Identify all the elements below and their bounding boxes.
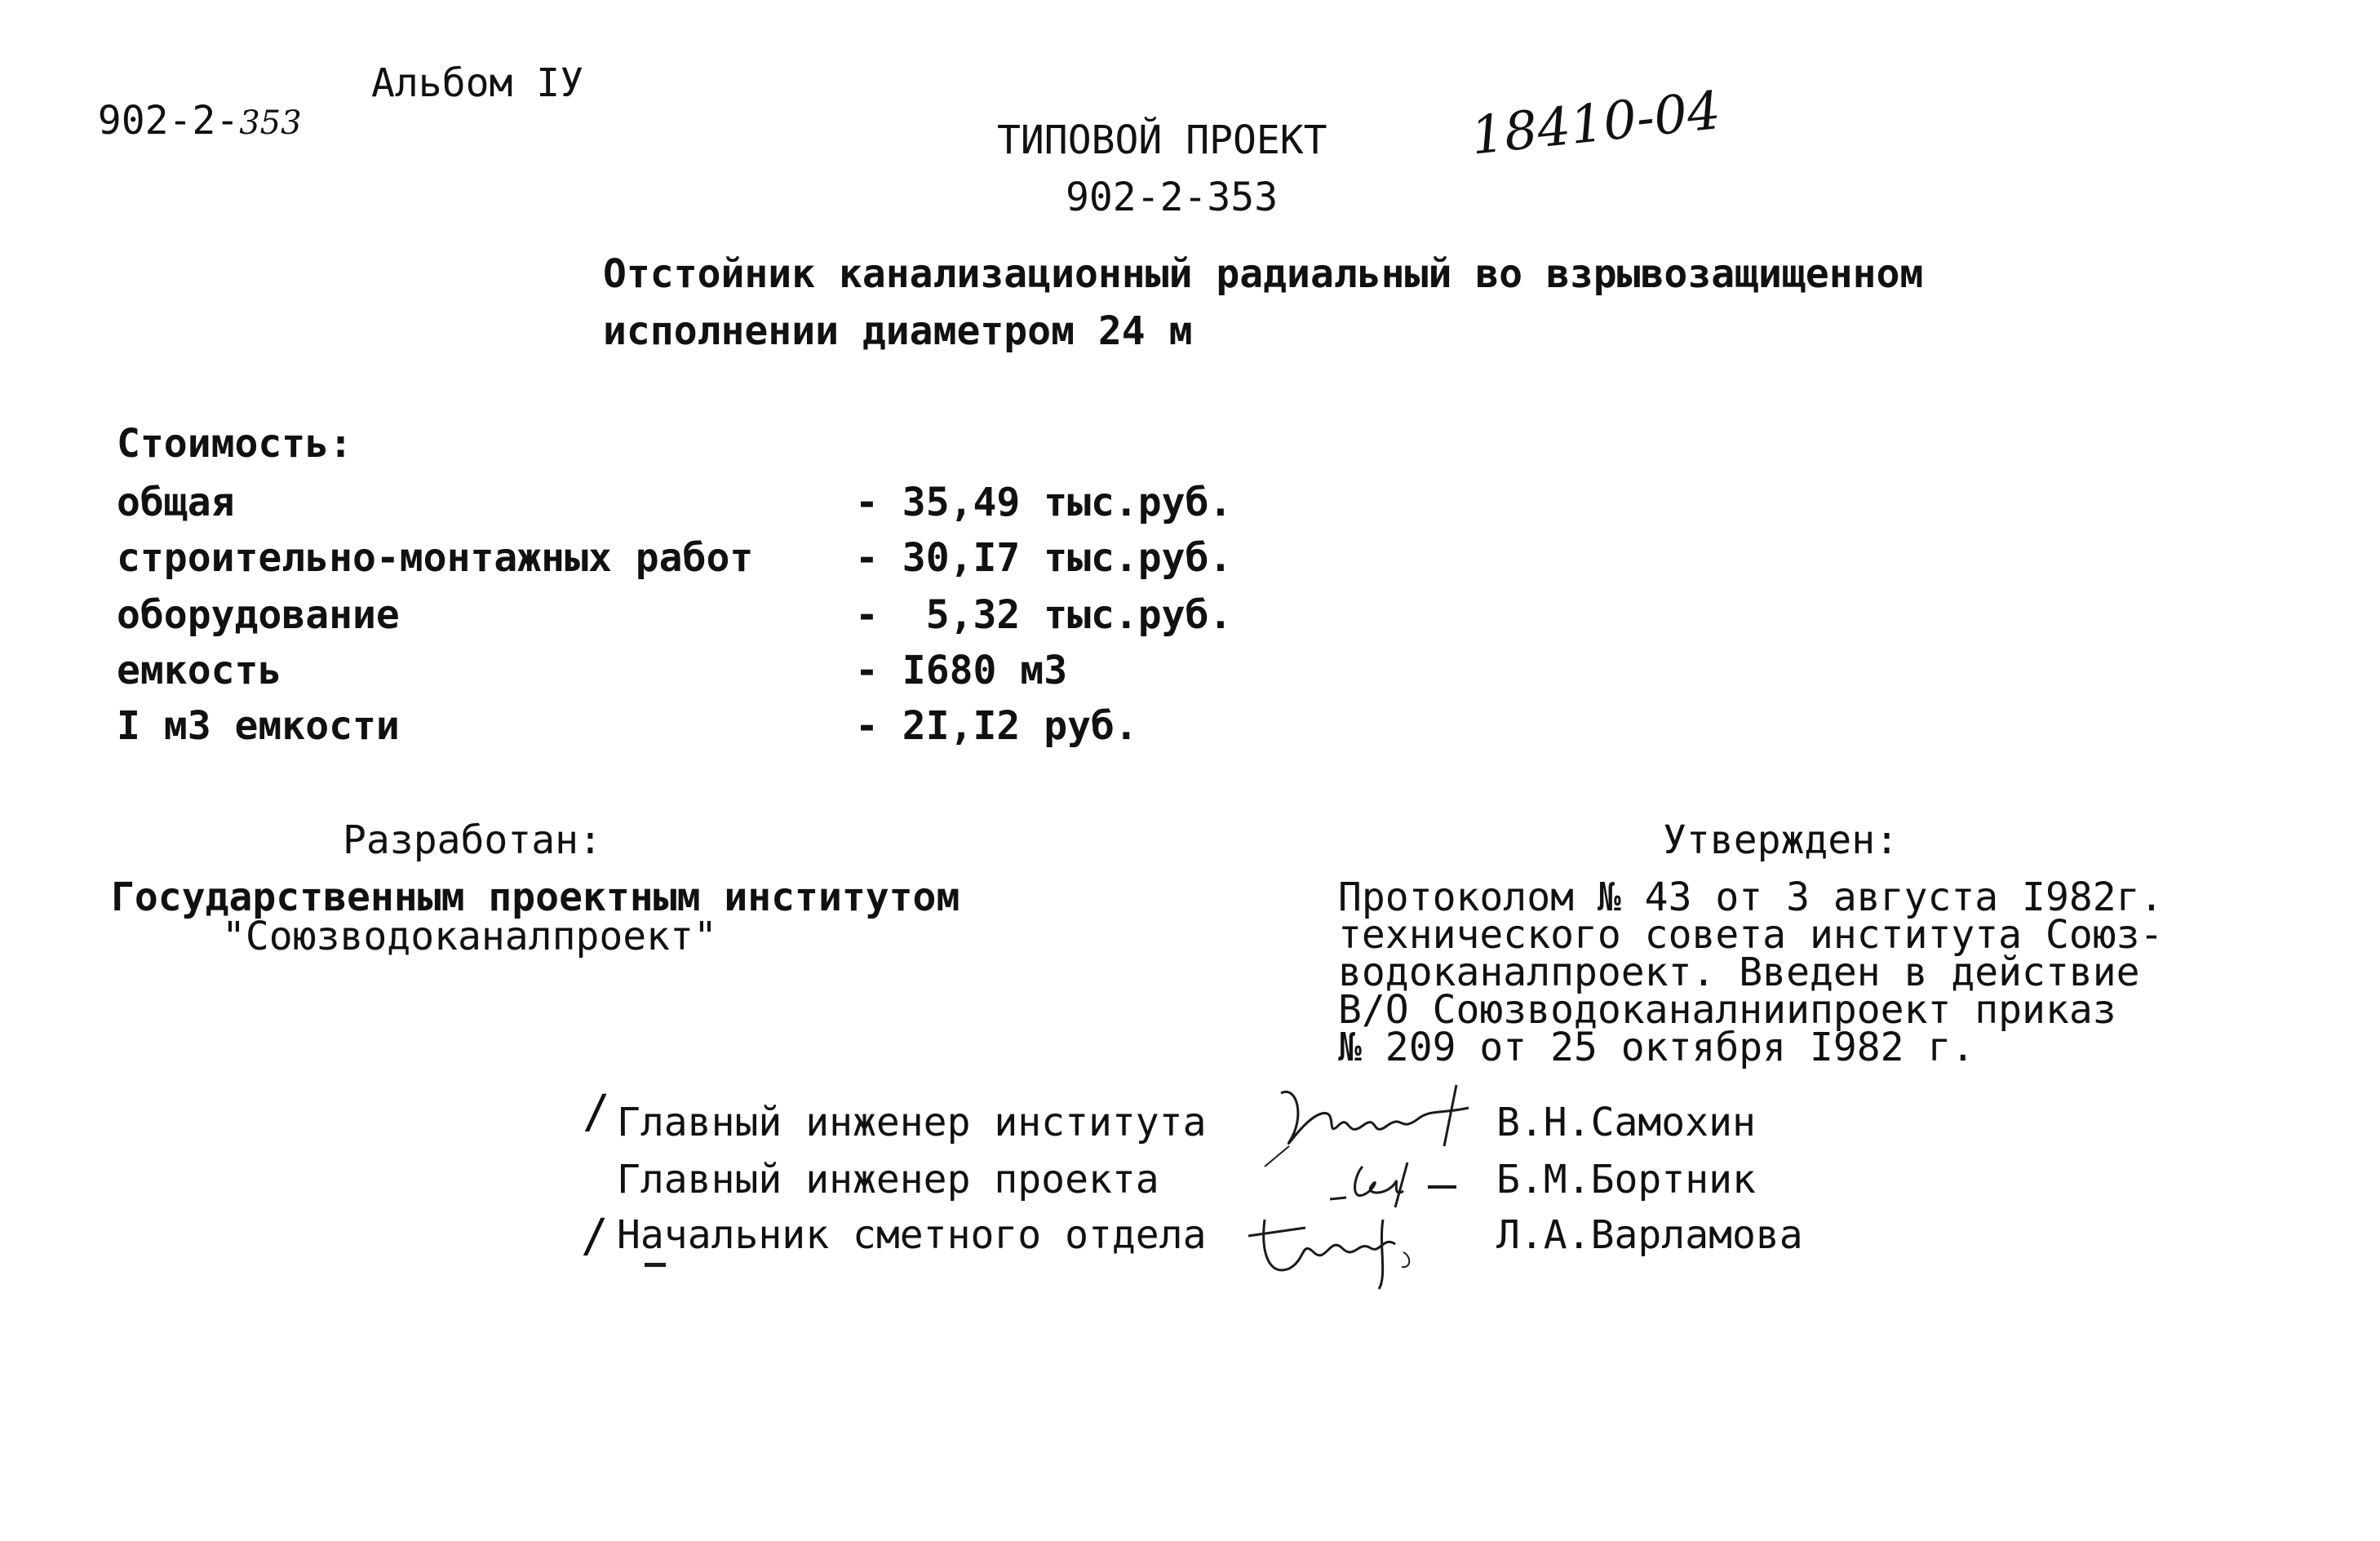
signature-mark-1: /	[583, 1086, 610, 1139]
approved-line2: технического совета института Союз-	[1338, 912, 2164, 958]
developed-heading: Разработан:	[343, 817, 602, 863]
developed-institute-line2: "Союзводоканалпроект"	[222, 914, 717, 959]
cost-label-capacity: емкость	[117, 648, 282, 693]
signature-role-chief-engineer-institute: Главный инженер института	[617, 1100, 1207, 1145]
album-label: Альбом IУ	[371, 60, 584, 106]
cost-label-per-m3: I м3 емкости	[117, 703, 400, 749]
cost-value-equipment: - 5,32 тыс.руб.	[855, 592, 1233, 638]
cost-value-total: - 35,49 тыс.руб.	[855, 480, 1233, 525]
cost-value-capacity: - I680 м3	[855, 648, 1068, 693]
signature-role-head-estimates: Начальник сметного отдела	[617, 1212, 1207, 1258]
handwritten-signature-3	[1240, 1203, 1428, 1293]
cost-label-total: общая	[117, 480, 235, 525]
document-code-printed: 902-2-	[97, 98, 240, 144]
cost-label-equipment: оборудование	[117, 592, 400, 638]
signature-name-head-estimates: Л.А.Варламова	[1496, 1212, 1803, 1258]
approved-heading: Утвержден:	[1663, 817, 1899, 863]
project-description-line1: Отстойник канализационный радиальный во взрывозащищенном	[603, 251, 1924, 297]
document-code	[51, 62, 302, 144]
cost-label-construction: строительно-монтажных работ	[117, 535, 754, 581]
approved-line4: В/О Союзводоканалниипроект приказ	[1338, 987, 2116, 1033]
signature-mark-3: /	[581, 1210, 609, 1263]
signature-role-chief-engineer-project: Главный инженер проекта	[617, 1157, 1159, 1202]
project-number: 902-2-353	[1066, 175, 1279, 220]
handwritten-inventory-number: 18410-04	[1468, 80, 1724, 167]
cost-value-per-m3: - 2I,I2 руб.	[855, 703, 1138, 749]
approved-line5: № 209 от 25 октября I982 г.	[1338, 1025, 1975, 1070]
cost-heading: Стоимость:	[117, 421, 352, 467]
approved-line1: Протоколом № 43 от 3 августа I982г.	[1338, 875, 2164, 920]
developed-institute-line1: Государственным проектным институтом	[111, 875, 960, 920]
document-code-handwritten: 353	[239, 104, 302, 142]
signature-name-chief-engineer-institute: В.Н.Самохин	[1496, 1100, 1756, 1145]
project-description-line2: исполнении диаметром 24 м	[603, 308, 1193, 354]
approved-line3: водоканалпроект. Введен в действие	[1338, 950, 2140, 995]
cost-value-construction: - 30,I7 тыс.руб.	[855, 535, 1233, 581]
underline-mark	[645, 1263, 666, 1267]
project-title: ТИПОВОЙ ПРОЕКТ	[997, 117, 1327, 163]
signature-name-chief-engineer-project: Б.М.Бортник	[1496, 1157, 1756, 1202]
